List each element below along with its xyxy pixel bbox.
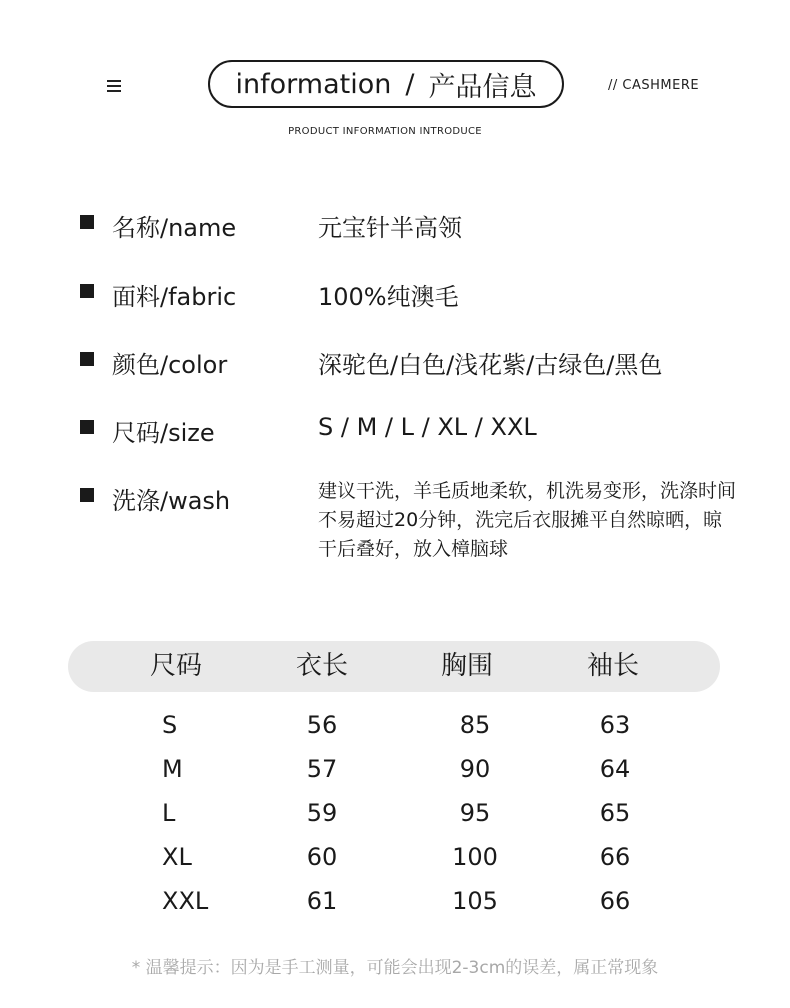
info-row-name [80,208,760,243]
cell-length: 60 [306,843,338,871]
cell-length: 59 [306,799,338,827]
cell-length: 57 [306,755,338,783]
title-en: information [235,68,392,100]
info-label: 洗涤/wash [112,487,231,515]
bullet-square [80,284,94,298]
bullet-square [80,488,94,502]
cell-chest: 90 [459,755,491,783]
info-label: 尺码/size [112,419,215,447]
table-row [0,710,790,740]
info-row-color [80,345,760,380]
table-row [0,842,790,872]
header-sleeve: 袖长 [586,651,640,681]
brand-tag: // CASHMERE [608,78,700,93]
cell-sleeve: 66 [599,887,631,915]
info-value: 元宝针半高领 [318,214,462,242]
bullet-square [80,352,94,366]
bullet-square [80,420,94,434]
cell-size: XL [162,843,192,871]
info-value: 建议干洗，羊毛质地柔软，机洗易变形，洗涤时间不易超过20分钟，洗完后衣服摊平自然晾晒，晾干后叠好，放入樟脑球 [318,480,737,560]
cell-size: S [162,711,178,739]
measurement-note: * 温馨提示：因为是手工测量，可能会出现2-3cm的误差，属正常现象 [131,958,659,978]
cell-sleeve: 66 [599,843,631,871]
cell-size: XXL [162,887,209,915]
info-row-size [80,413,760,448]
header-chest: 胸围 [440,651,494,681]
bullet-square [80,215,94,229]
info-row-wash [80,481,760,564]
cell-sleeve: 63 [599,711,631,739]
size-table-header [68,641,720,692]
menu-icon[interactable] [107,80,121,92]
info-label: 面料/fabric [112,283,237,311]
info-row-fabric [80,277,760,312]
cell-length: 61 [306,887,338,915]
info-value: S / M / L / XL / XXL [318,413,537,441]
info-value: 100%纯澳毛 [318,283,459,311]
table-row [0,798,790,828]
cell-chest: 105 [452,887,498,915]
header-size: 尺码 [149,651,203,681]
info-label: 颜色/color [112,351,228,379]
cell-chest: 85 [459,711,491,739]
cell-sleeve: 64 [599,755,631,783]
page-subtitle: PRODUCT INFORMATION INTRODUCE [288,126,482,137]
cell-sleeve: 65 [599,799,631,827]
cell-size: L [162,799,176,827]
cell-length: 56 [306,711,338,739]
info-label: 名称/name [112,214,237,242]
header-length: 衣长 [295,651,349,681]
cell-chest: 100 [452,843,498,871]
cell-chest: 95 [459,799,491,827]
title-separator: / [405,68,415,100]
cell-size: M [162,755,183,783]
table-row [0,886,790,916]
page-title [208,60,564,108]
title-cn: 产品信息 [428,71,537,103]
table-row [0,754,790,784]
info-value: 深驼色/白色/浅花紫/古绿色/黑色 [318,351,663,379]
